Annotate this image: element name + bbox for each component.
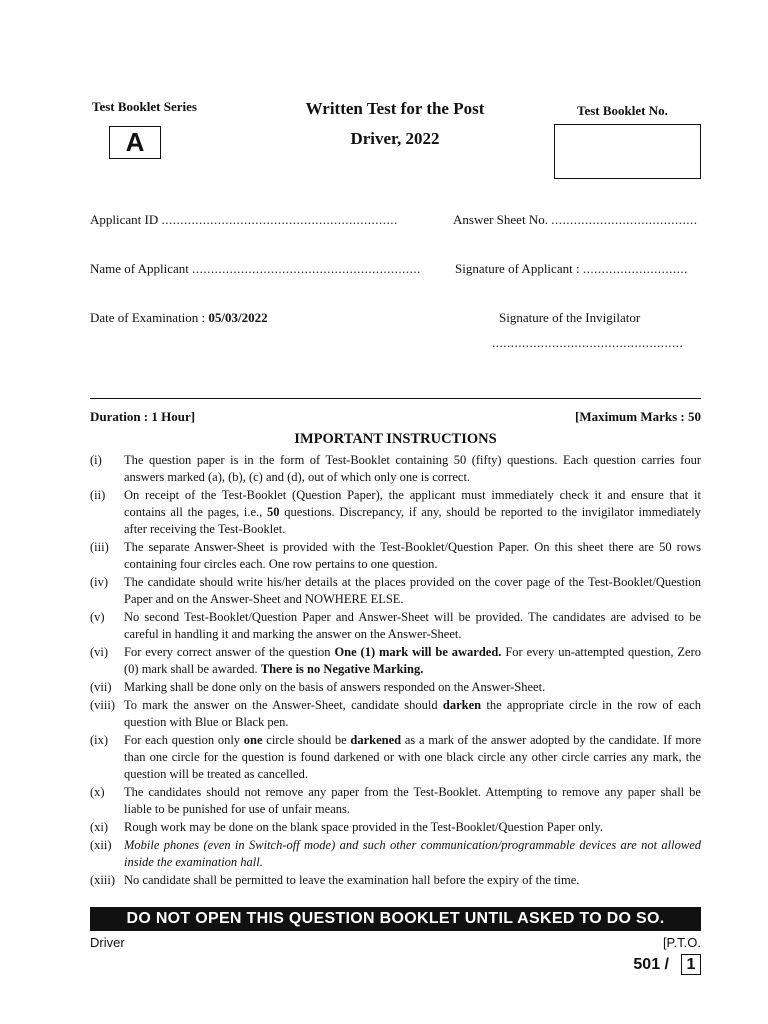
instruction-item [90, 539, 701, 573]
date-of-examination-label: Date of Examination : [90, 310, 206, 325]
signature-of-invigilator-label: Signature of the Invigilator [499, 310, 641, 325]
instruction-number: (vi) [90, 645, 109, 659]
instruction-text: Marking shall be done only on the basis of answers responded on the Answer-Sheet. [124, 680, 546, 694]
instruction-number: (xiii) [90, 873, 115, 887]
instruction-number: (ix) [90, 733, 109, 747]
instruction-number: (xii) [90, 838, 112, 852]
footer-post-name: Driver [90, 935, 125, 950]
instructions-list [90, 452, 701, 890]
page-number: 1 [681, 954, 701, 975]
post-title: Driver, 2022 [350, 129, 440, 148]
warning-banner: DO NOT OPEN THIS QUESTION BOOKLET UNTIL ASKED TO DO SO. [90, 907, 701, 931]
instruction-text: For each question only one circle should be darkened as a mark of the answer adopted by the candidate. If more than one circle for the question is found darkened or with one black circle any other circle carries any mark, the question will be treated as cancelled. [124, 733, 702, 781]
instruction-number: (vii) [90, 680, 112, 694]
duration: Duration : 1 Hour] [90, 409, 196, 424]
instruction-text: The candidates should not remove any paper from the Test-Booklet. Attempting to remove any paper shall be liable to be punished for use of unfair means. [124, 785, 701, 816]
maximum-marks: [Maximum Marks : 50 [574, 409, 701, 424]
instruction-number: (xi) [90, 820, 109, 834]
instruction-number: (viii) [90, 698, 115, 712]
applicant-id-label: Applicant ID [90, 212, 159, 227]
instruction-item [90, 697, 701, 731]
date-of-examination [90, 310, 268, 326]
footer-pto: [P.T.O. [662, 935, 701, 950]
instruction-item [90, 784, 701, 818]
instruction-number: (iv) [90, 575, 109, 589]
instruction-text: The separate Answer-Sheet is provided with the Test-Booklet/Question Paper. On this sheet there are 50 rows containing four circles each. One row pertains to one question. [124, 540, 701, 571]
instruction-text: To mark the answer on the Answer-Sheet, candidate should darken the appropriate circle in the row of each question with Blue or Black pen. [124, 698, 701, 729]
instruction-item [90, 679, 701, 696]
signature-of-invigilator-field[interactable]: ................................................... [492, 335, 684, 350]
signature-of-applicant-label: Signature of Applicant : [455, 261, 580, 276]
name-of-applicant-dots: ............................................................. [192, 261, 421, 276]
page-title: Written Test for the Post [305, 99, 485, 118]
test-booklet-no-box[interactable] [554, 124, 701, 179]
instruction-text: Mobile phones (even in Switch-off mode) and such other communication/programmable devices are not allowed inside the examination hall. [124, 838, 701, 869]
name-of-applicant-field[interactable] [90, 261, 421, 277]
instruction-text: Rough work may be done on the blank space provided in the Test-Booklet/Question Paper only. [124, 820, 603, 834]
instruction-number: (i) [90, 453, 102, 467]
instruction-item [90, 732, 701, 783]
footer-code [633, 954, 701, 975]
instruction-number: (ii) [90, 488, 106, 502]
instruction-item [90, 872, 701, 889]
instruction-item [90, 837, 701, 871]
instruction-text: For every correct answer of the question One (1) mark will be awarded. For every un-attempted question, Zero (0) mark shall be awarded. There is no Negative Marking. [124, 645, 702, 676]
instruction-number: (x) [90, 785, 105, 799]
instruction-item [90, 819, 701, 836]
signature-of-applicant-dots: ............................ [582, 261, 688, 276]
signature-of-applicant-field[interactable] [455, 261, 688, 277]
answer-sheet-no-label: Answer Sheet No. [453, 212, 548, 227]
instruction-item [90, 609, 701, 643]
instruction-number: (iii) [90, 540, 109, 554]
booklet-code: 501 / [633, 955, 669, 973]
instruction-text: On receipt of the Test-Booklet (Question Paper), the applicant must immediately check it and ensure that it contains all the pages, i.e., 50 questions. Discrepancy, if any, should be reported to the invigilator immediately after receiving the Test-Booklet. [124, 488, 701, 536]
instruction-number: (v) [90, 610, 105, 624]
instruction-item [90, 574, 701, 608]
applicant-id-dots: ............................................................... [161, 212, 398, 227]
divider [90, 398, 701, 399]
answer-sheet-no-field[interactable] [453, 212, 697, 228]
instruction-text: The candidate should write his/her details at the places provided on the cover page of the Test-Booklet/Question Paper and on the Answer-Sheet and NOWHERE ELSE. [124, 575, 701, 606]
applicant-id-field[interactable] [90, 212, 398, 228]
instruction-text: No candidate shall be permitted to leave the examination hall before the expiry of the time. [124, 873, 580, 887]
instruction-text: The question paper is in the form of Test-Booklet containing 50 (fifty) questions. Each question carries four answers marked (a), (b), (c) and (d), out of which only one is correct. [124, 453, 701, 484]
date-of-examination-value: 05/03/2022 [208, 310, 268, 325]
instruction-text: No second Test-Booklet/Question Paper and Answer-Sheet will be provided. The candidates are advised to be careful in handling it and marking the answer on the Answer-Sheet. [124, 610, 701, 641]
test-booklet-no-label: Test Booklet No. [577, 103, 668, 118]
name-of-applicant-label: Name of Applicant [90, 261, 189, 276]
test-booklet-series-box: A [109, 126, 161, 159]
test-booklet-series-label: Test Booklet Series [92, 99, 197, 114]
instruction-item [90, 644, 701, 678]
answer-sheet-no-dots: ....................................... [551, 212, 698, 227]
instruction-item [90, 452, 701, 486]
instructions-title: IMPORTANT INSTRUCTIONS [294, 431, 497, 447]
instruction-item [90, 487, 701, 538]
